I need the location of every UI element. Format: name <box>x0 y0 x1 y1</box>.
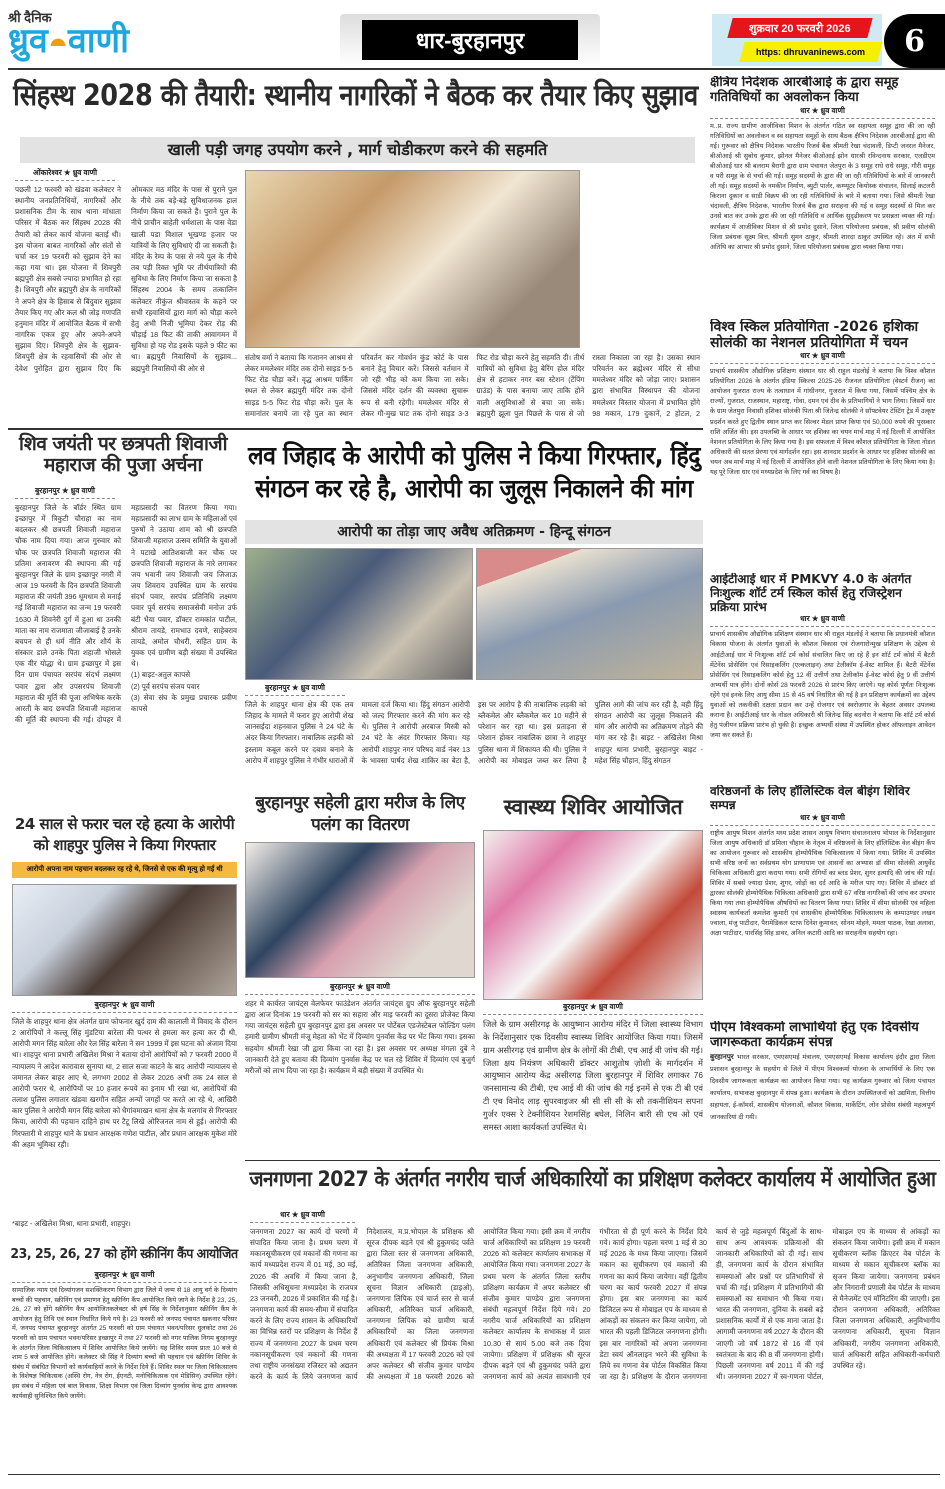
love-jihad-headline: लव जिहाद के आरोपी को पुलिस ने किया गिरफ्तार, हिंदु संगठन कर रहे है, आरोपी का जुलूस निकालने की मांग <box>247 441 700 503</box>
byline: धार ★ ध्रुव वाणी <box>710 813 935 826</box>
story-headline: वरिष्ठजनों के लिए हॉलिस्टिक वेल बीइंग शिविर सम्पन्न <box>710 785 910 812</box>
article-body: जिले के शाहपुर थाना क्षेत्र की एक लव जिहाद के मामले में फरार हुए आरोपी शेख जानसईदा शहनवाज पुलिस ने 24 घंटे के अंदर किया गिरफ्तार। नाबालिक लड़की को इस्लाम कबूल करने पर दबाव बनाने के आरोप में शाहपुर पुलिस ने गंभीर धाराओं में मामला दर्ज किया था। हिंदु संगठन आरोपी को जल्द गिरफ्तार करने की मांग कर रहे थे। पुलिस ने आरोपी अरबाज मिस्त्री को 24 घंटे के अंदर गिरफ्तार किया। यह आरोपी शाहपुर नगर परिषद वार्ड नंबर 13 के भावसा पार्षद शेख शाकिर का बेटा है, इस पर आरोप है की नाबालिक लड़की को ब्लैकमेल और ब्लैकमेल कर 10 महीने से परेशान कर रहा था। इस प्रताड़ना से परेशान होकर नाबालिक छात्रा ने शाहपुर पुलिस थाना में शिकायत की थी। पुलिस ने आरोपी का मोबाइल जब्त कर लिया है पुलिस आगे की जांच कर रही है, वही हिंदु संगठन आरोपी का जुलूस निकालने की मांग और आरोपी का अतिक्रमण तोड़ने की मांग कर रहे हैं। बाइट - अखिलेश मिश्रा शाहपुर थाना प्रभारी, बुरहानपुर बाइट - महेश सिंह चौहान, हिंदु संगठन <box>245 700 703 765</box>
census-article <box>250 1210 940 1470</box>
byline: बुरहानपुर ★ ध्रुव वाणी <box>15 486 115 499</box>
story-headline: आईटीआई धार में PMKVY 4.0 के अंतर्गत निःशुल्क शॉर्ट टर्म स्किल कोर्स हेतु रजिस्ट्रेशन प्रक्रिया प्रारंभ <box>710 573 912 614</box>
article-body: पछली 12 फरवरी को खंडवा कलेक्टर ने स्थानीय जनप्रतिनिधियों, नागरिकों और प्रशासनिक टीम के साथ थाना मांधाता परिसर में बैठक कर सिंहस्थ 2028 की तैयारी को लेकर कार्य योजना बताई थी। इस योजना बाबत नागरिकों और संतों से चर्चा कर 19 फरवरी को सुझाव देने का कहा गया था। इस योजना में शिवपुरी ब्रह्मपुरी क्षेत्र सबसे ज्यादा प्रभावित हो रहा है। शिवपुरी और ब्रह्मपुरी क्षेत्र के नागरिकों ने अपने क्षेत्र के हिसाब से बिंदुवार सुझाव तैयार किए गए और कल श्री जोड़ गणपति हनुमान मंदिर में आयोजित बैठक में सभी नागरिक एकत्र हुए और अपने-अपने सुझाव दिए। शिवपुरी क्षेत्र के सुझाव- शिवपुरी क्षेत्र के रहवासियों की ओर से देवेश पुरोहित द्वारा सुझाव दिए कि ओमकार मठ मंदिर के पास से पुराने पुल के नीचे तक बड़े-बड़े सुविधाजनक हाल निर्माण किया जा सकते हैं। पुराने पुल के नीचे प्राचीन बाहेती धर्मशाला के पास वेडा खाली पडा विशाल भूखण्ड हजार पर यात्रियों के लिए सुविधाएं दी जा सकती है। मंदिर के रेम्प के पास से नये पुल के नीचे तब पड़ी रिक्त भूमि पर तीर्थयात्रियों की सुविधा के लिए निर्माण किया जा सकता है सिंहस्थ 2004 के समय तत्कालिन कलेक्टर नीकुंज श्रीवास्तव के कहने पर सभी रहवासियों द्वारा मार्ग को चौड़ा करने हेतु अभी निजी भूमिया देकर रोड़ की चौड़ाई 18 फिट की ताकी आवागमन में सुविधा हो यह रोड इसके पहले 9 फीट का था। ब्रह्मपुरी निवासियों के सुझाव... ब्रह्मपुरी निवासियों की ओर से <box>15 185 237 373</box>
article-body: भारत सरकार, एमएसएमई मंत्रालय, एमएसएमई विकास कार्यालय इंदौर द्वारा जिला प्रशासन बुरहानपुर के सहयोग से जिले में पीएम विश्वकर्मा योजना के लाभार्थियों के लिए एक दिवसीय जागरूकता कार्यक्रम का आयोजन किया गया। यह कार्यक्रम गुरूवार को जिला पंचायत कार्यालय, सभाकक्ष बुरहानपुर में संपन्न हुआ। कार्यक्रम के दौरान उपस्थितजनों को उद्यमिता, वित्तीय सहायता, ई-कॉमर्स, शासकीय योजनाओं, कौशल विकास, मार्केटिंग, लोन प्रोसेस संबंधी महत्वपूर्ण जानकारियां दी गयी। <box>710 1053 935 1122</box>
article-body: जिले के ग्राम असीरगढ़ के आयुष्मान आरोग्य मंदिर में जिला स्वास्थ्य विभाग के निर्देशानुसार एक दिवसीय स्वास्थ्य शिविर आयोजित किया गया। जिसमें ग्राम असीरगढ़ एवं ग्रामीण क्षेत्र के लोगों की टीबी, एच आई वी जांच की गई। जिला क्षय नियंत्रण अधिकारी डॉक्टर आशुतोष ज़ोशी के मार्गदर्शन में आयुष्मान आरोग्य केंद्र असीरगढ़ जिला बुरहानपुर में शिविर लगाकर 76 जनसामान्य की टीबी, एच आई वी की जांच की गई इनमें से एक टी बी एवं टी एच विनोद लाड़ सुपरवाइजर श्री सी सी सी के सौ तकनीशियन सपना गुर्जर एक्स रे टेक्नीशियन रेशमसिंह बघेल, निलिन बारी सी एच ओ एवं समस्त आशा कार्यकर्ता उपस्थित थे। <box>483 1019 703 1132</box>
love-jihad-subhead: आरोपी का तोड़ा जाए अवैध अतिक्रमण - हिन्दू संगठन <box>245 520 703 544</box>
byline: धार ★ ध्रुव वाणी <box>250 1210 355 1223</box>
website-link[interactable]: https: dhruvaninews.com <box>756 47 866 57</box>
byline: बुरहानपुर ★ ध्रुव वाणी <box>245 982 475 995</box>
article-body: प्राचार्य शासकीय औद्योगिक प्रशिक्षण संस्थान धार श्री राहुल मंडलोई ने बताया कि प्रधानमंत्री कौशल विकास योजना के अंतर्गत युवाओं के कौशल विकास एवं रोजगारोन्मुख प्रशिक्षण के उद्देश्य से आईटीआई धार में निःशुल्क शॉर्ट टर्म कोर्स संचालित किए जा रहे हैं इन शॉर्ट टर्म कोर्स में बैटरी मेंटेनेंस प्रोसेसिंग एवं रिसाइकलिंग (एल्कलाइन) तथा टेलीकॉम ई-वेस्ट शामिल हैं। बैटरी मेंटेनेंस प्रोसेसिंग एवं रिसाइकलिंग कोर्स हेतु 12 वीं उत्तीर्ण तथा टेलीकॉम ई-वेस्ट कोर्स हेतु 9 वीं उत्तीर्ण अभ्यर्थी पात्र होंगे। दोनों कोर्स 28 फरवरी 2026 से प्रारंभ किए जाएंगे। यह कोर्स पूर्णतः निःशुल्क रहेंगे एवं इनके लिए आयु सीमा 15 से 45 वर्ष निर्धारित की गई है इन प्रशिक्षण कार्यक्रमों का उद्देश्य युवाओं को तकनीकी दक्षता प्रदान कर उन्हें रोजगार एवं स्वरोजगार के बेहतर अवसर उपलब्ध कराना है। आईटीआई धार के नोडल अधिकारी श्री जितेन्द्र सिंह बदनोरा ने बताया कि शॉर्ट टर्म कोर्स हेतु पंजीयन प्रक्रिया प्रारंभ हो चुकी है। इच्छुक अभ्यर्थी संस्था में उपस्थित होकर ऑफलाइन आवेदन जमा कर सकते हैं। <box>710 631 935 740</box>
byline: बुरहानपुर ★ ध्रुव वाणी <box>12 1000 237 1013</box>
byte-item: (2) पूर्व सरपंच संजय पवार <box>131 681 200 691</box>
love-jihad-photo-1 <box>245 548 473 680</box>
logo-right: वाणी <box>67 22 129 60</box>
lead-photo <box>245 170 580 348</box>
shivaji-article <box>15 486 237 804</box>
saheli-photo <box>245 842 475 978</box>
story-headline: पीएम विश्वकर्मा लाभार्थियों हेतु एक दिवसीय जागरूकता कार्यक्रम संपन्न <box>710 1021 919 1050</box>
byte-quote: *बाइट - अखिलेश मिश्रा, थाना प्रभारी, शाहपुर। <box>12 1219 131 1228</box>
sidebar-story-skill <box>710 319 935 573</box>
dateline: बुरहानपुर <box>710 1051 734 1061</box>
article-body: राष्ट्रीय आयुष मिशन अंतर्गत मध्य प्रदेश शासन आयुष विभाग संचालनालय भोपाल के निर्देशानुसार जिला आयुष अधिकारी डॉ प्रमिला चौहान के नेतृत्व में वरिष्ठजनों के लिए हॉलिस्टिक वेल बीइंग कैंप का आयोजन गुरूवार को शासकीय होम्योपैथिक चिकित्सालय में किया गया। शिविर में उपस्थित सभी वरिष्ठ जनों का सर्वप्रथम योग प्राणायाम एवं आसनों का अभ्यास डॉ सीमा सोलंकी आयुर्वेद चिकित्सा अधिकारी द्वारा कराया गया। सभी रोगियों का ब्लड प्रेशर, शुगर इत्यादि की जांच की गई। शिविर में सबसे ज्यादा प्रेशर, शुगर, जोड़ों का दर्द आदि के मरीज पाए गए। शिविर में डॉक्टर डॉ द्वारका सोलंकी होम्योपैथिक चिकित्सा अधिकारी द्वारा सभी 67 वरिष्ठ नागरिकों की जांच कर उपचार किया गया तथा होम्योपैथिक औषधियों का वितरण किया गया। शिविर में सीमा सोलंकी एवं महिला स्वास्थ्य कार्यकर्ता कमलेश कुमारी एवं शासकीय होम्योपैथिक चिकित्सालय के कम्पाउण्डर लखन ज्वाला, मंजु पाटीदार, पैरामेडिकल स्टाफ दिनेश कुमावत, सोनम मोहने, ममता पाठक, रेखा अलावा, अक्षा पाटीदार, पारसिंह सिंह डावर, अनिल कटारी आदि का सराहनीय सहयोग रहा। <box>710 829 935 938</box>
screening-headline: 23, 25, 26, 27 को होंगे स्क्रीनिंग कैंप आयोजित <box>10 1247 238 1262</box>
byline: ओंकारेश्वर ★ ध्रुव वाणी <box>15 168 115 181</box>
screening-article <box>12 1270 237 1470</box>
article-body: सामाजिक न्याय एवं दिव्यांगजन सशक्तिकरण विभाग द्वारा जिले में जन्म से 18 आयु वर्ग के दिव्यांग बच्चों की पहचान, स्क्रीनिंग एवं प्रमाणन हेतु स्क्रीनिंग कैंप आयोजित किये जाने के निर्देश है 23, 25, 26, 27 को होंगे स्क्रीनिंग कैंप आयोजितकलेक्टर श्री हर्ष सिंह के निर्देशानुसार स्क्रीनिंग कैंप के आयोजन हेतु तिथि एवं स्थान निर्धारित किये गये है। 23 फरवरी को जनपद पंचायत खकनार परिसर में, जनपद पंचायत बुरहानपुर अंतर्गत 25 फरवरी को ग्राम पंचायत भवन/परिसर धुलकोट तथा 26 फरवरी को ग्राम पंचायत भवन/परिसर इच्छापुर में तथा 27 फरवरी को नगर पालिक निगम बुरहानपुर के अंतर्गत जिला चिकित्सालय में शिविर आयोजित किये जायेंगे। यह शिविर समय प्रातः 10 बजे से शाम 5 बजे आयोजित होंगे। कलेक्टर श्री सिंह ने दिव्यांग बच्चों की पहचान एवं स्क्रीनिंग शिविर के संबंध में संबंधित विभागों को कार्यवाहियाँ करने के निर्देश दिये हैं। शिविर स्थल पर जिला चिकित्सालय के विशेषज्ञ चिकित्सक (अस्थि रोग, नेत्र रोग, ईएनटी, मनोचिकित्सक एवं मेडिसिन) उपस्थित रहेंगे। इस संबंध में महिला एवं बाल विकास, शिक्षा विभाग एवं जिला दिव्यांग पुनर्वास केन्द्र द्वारा आवश्यक कार्यवाही सुनिश्चित किये जायेंगे। <box>12 1287 237 1400</box>
edition-name: धार-बुरहानपुर <box>415 28 525 53</box>
byline: धार ★ ध्रुव वाणी <box>710 351 935 364</box>
edition-box <box>340 14 600 66</box>
census-headline: जनगणना 2027 के अंतर्गत नगरीय चार्ज अधिकारियों का प्रशिक्षण कलेक्टर कार्यालय में आयोजित हुआ <box>249 1167 936 1191</box>
logo-prefix: श्री दैनिक <box>8 10 52 25</box>
lead-article-cont: संतोष वर्मा ने बताया कि गजानन आश्रम से लेकर ममलेश्वर मंदिर तक दोनो साइड 5-5 फिट रोड चौड़ा करें। वृद्ध आश्रम पार्किंग स्थल से लेकर ब्रह्मपुरी मंदिर तक दोनो साइड 5-5 फिट रोड चौड़ा करें। पुल के समानांतर बनाये जा रहे पुल का स्थान परिवर्तन कर गोवर्धन कुंड कोर्ट के पास बनाने हेतु विचार करें। जिससे वर्तमान में जो रही भीड़ को कम किया जा सके। जिससे मंदिर दर्शन की व्यवस्था सुचारू रूप से बनी रहेगी। ममलेश्वर मंदिर से लेकर गौ-मुख घाट तक दोनो साइड 3-3 फिट रोड चौड़ा करने हेतु सहमति दी। तीर्थ यात्रियों को सुविधा हेतु बेरिंग होल मंदिर क्षेत्र से हटाकर नगर बस स्टेशन (टेंपिंग ग्राउंड) के पास बनाया जाए ताकि होने वाली असुविधाओं से बचा जा सके। ब्रह्मपुरी झूला पुल पिछले के पास से जो रास्ता निकाला जा रहा है। उसका स्थान परिवर्तन कर ब्रह्मेश्वर मंदिर से सीधा ममलेश्वर मंदिर को जोड़ा जाए। प्रशासन द्वारा संभावित विस्थापन की योजना ममलेश्वर विस्तार योजना में प्रभावित होंगे 98 मकान, 179 दुकानें, 2 होटल, 2 <box>245 353 700 418</box>
saheli-article <box>245 982 475 1152</box>
murder-headline: 24 साल से फरार चल रहे हत्या के आरोपी को शाहपुर पुलिस ने किया गिरफ्तार <box>14 815 235 854</box>
masthead <box>0 0 945 68</box>
sidebar <box>710 76 935 1146</box>
lead-subhead: खाली पड़ी जगह उपयोग करने , मार्ग चोडीकरण करने की सहमति <box>20 137 695 163</box>
masthead-rule <box>8 68 945 70</box>
website-banner <box>739 42 882 62</box>
byline: धार ★ ध्रुव वाणी <box>710 614 935 627</box>
health-camp-photo <box>483 830 703 1000</box>
article-body: जिले के शाहपुर थाना क्षेत्र अंतर्गत ग्राम फोफनार खुर्द दाम की कालाली में विवाद के दौरान 2 आरोपियों ने कल्लू सिंह मुंडटिया बारेला की पत्थर से हमला कर हत्या कर दी थी, आरोपी मगन सिंह बारेला और रेल सिंह बारेला ने सन 1999 में इस घटना को अंजाम दिया था। शाहपुर थाना प्रभारी अखिलेश मिश्रा ने बताया दोनों आरोपियों को 7 फरवरी 2000 में न्यायालय ने आदेश कारावास सुनाया था, 2 साल सजा काटने के बाद आरोपी न्यायालय से जमानत लेकर बाहर आए थे, लगभग 2002 से लेकर 2026 अभी तक 24 साल से आरोपी फरार थे, आरोपियों पर 10 हजार रूपये का इनाम भी रखा था, आरोपियों की तलाश पुलिस लगातार खंडवा खरगौन सहित अन्यों जगहों पर करते आ रहे थे, आखिरी कार पुलिस ने आरोपी मगन सिंह बारेला को धैगांवमाखन थाना क्षेत्र के मलगांव से गिरफ्तार किया, आरोपी की पहचान दाहिने हाथ पर टैटू लिखे ओरिजनल नाम से हुई। आरोपी की गिरफ्तारी मे शाहपुर थाने के प्रधान आरक्षक गणेश पाटील, और प्रधान आरक्षक मुकेश मोरे की अहम भूमिका रही। <box>12 1017 237 1149</box>
byline: बुरहानपुर ★ ध्रुव वाणी <box>483 1002 703 1015</box>
love-jihad-article <box>245 683 703 787</box>
murder-article <box>12 1000 237 1238</box>
murder-strap: आरोपी अपना नाम पहचान बदलकर रह रहे थे, जिनसे से एक की मृत्यु हो गई थी <box>12 862 237 878</box>
article-body: बुरहानपुर जिले के बॉर्डर स्थित ग्राम इच्छापुर में त्रिकुटी चौराहा का नाम बदलकर श्री छत्रपती शिवाजी महाराज चौक नाम दिया गया। आज गुरुवार को चौक पर छत्रपति शिवाजी महाराज की प्रतिमा अनावरण की स्थापना की गई बुरहानपुर जिले के ग्राम इच्छापुर नगरी में आज 19 फरवरी के दिन छत्रपति शिवाजी महाराज की जयंती 396 धूमधाम से मनाई गई शिवाजी महाराज का जन्म 19 फरवरी 1630 में शिवनेरी दुर्ग में हुआ था उनकी माता का नाम राजमाता जीजाबाई है उनके बचपन से ही धर्म नीति और शौर्य के संस्कार डाले उनके पिता शहाजी भोसले एक वीर योद्धा थे। ग्राम इच्छापुर में इस दिन ग्राम पंचायत सरपंच संदर्भ लक्ष्मण पवार द्वारा और उपसरपंच शिवाजी महाराज की मूर्ति की पूजा अभिषेक करके आरती के बाद छत्रपति शिवाजी महाराज की मूर्ति की स्थापना की गई। दोपहर में महाप्रसादी का वितरण किया गया। महाप्रसादी का लाभ ग्राम के महिलाओं एवं पुरुषों ने उठाया शाम को श्री छत्रपति शिवाजी महाराज उत्सव समिति के युवाओं ने पटाखे आतिशबाजी कर चौक पर छत्रपति शिवाजी महाराज के नारे लगाकर जय भवानी जय शिवाजी जय जिजाऊ जय शिवराय उपस्थित ग्राम के सरपंच संदर्भ पवार, सरपंच प्रतिनिधि लक्ष्मण पवार पूर्व सरपंच समाजसेवी मनोज उर्फ बंटी भैया पवार, डॉक्टर रामकांत पाटील, श्रीराम तायडे, रामभाउ दवणे, साहेबराव तायडे, अमोल चौधरी, सहित ग्राम के युवक एवं ग्रामीण बड़ी संख्या में उपस्थित थे। <box>15 503 237 724</box>
lead-headline: सिंहस्थ 2028 की तैयारी: स्थानीय नागरिकों ने बैठक कर तैयार किए सुझाव <box>13 78 698 112</box>
murder-photo <box>12 884 237 996</box>
byline: बुरहानपुर ★ ध्रुव वाणी <box>245 683 345 696</box>
story-headline: क्षैत्रिय निदेशक आरबीआई के द्वारा समूह गतिविधियों का अवलोकन किया <box>710 76 899 105</box>
byline: बुरहानपुर ★ ध्रुव वाणी <box>12 1270 237 1283</box>
article-body: शहर मे कार्यरत जायंट्स वेलफेयर फाउंडेशन अंतर्गत जायंट्स ग्रुप ऑफ बुरहानपुर सहेली द्वारा आज दिनांक 19 फरवरी को सर का सहारा और माइ फरवरी का दूसरा प्रोजेक्ट किया गया जायंट्स सहेली ग्रुप बुरहानपुर द्वारा इस अवसर पर पोर्टेबल एडजेस्टेबल फोल्डिंग पलंग हमारी ग्रामीण श्रीमती मंजू मेहता को भेंट में दिव्यांग पुनर्वास केंद्र पर भेंट किया गया। इसका सहयोग श्रीमती रेखा जी द्वारा किया जा रहा है। इस अवसर पर अध्यक्ष मंगला दुबे ने जानकारी देते हुए बताया की दिव्यांग पुनर्वास केंद्र पर चल रहे शिविर में दिव्यांग एवं बुजुर्ग मरीजों को लाभ दिया जा रहा है। कार्यक्रम में बड़ी संख्या में उपस्थित थे। <box>245 999 475 1075</box>
story-headline: विश्व स्किल प्रतियोगिता -2026 हशिका सोलंकी का नेशनल प्रतियोगिता में चयन <box>710 319 919 352</box>
article-body: जनगणना 2027 का कार्य दो चरणों में संपादित किया जाना है। प्रथम चरण में मकानसूचीकरण एवं मकानों की गणना का कार्य मध्यप्रदेश राज्य में 01 मई, 30 मई, 2026 की अवधि में किया जाना है, जिसकी अधिसूचना मध्यप्रदेश के राजपत्र 23 जनवरी, 2026 में प्रकाशित की गई है। जनगणना कार्य की समय-सीमा में संपादित करने के लिए राज्य शासन के अधिकारियों का विभिन्न स्तरों पर प्रशिक्षण के निर्देश हैं राज्य में जनगणना 2027 के प्रथम चरण नकानसूचीकरण एवं मकानों की गणना तथा राष्ट्रीय जनसंख्या रजिस्टर को अद्यतन करने के कार्य के लिये जनगणना कार्य निदेशालय, म.प्र.भोपाल के प्रशिक्षक श्री सूरज दीपक बड़ने एवं श्री हुकुमचंद पर्वते द्वारा जिला स्तर से जनगणना अधिकारी, अतिरिक्त जिला जनगणना अधिकारी, अनुभागीय जनगणना अधिकारी, जिला सूचना विज्ञान अधिकारी (डाइओ), जनगणना लिपिक एवं चार्ज स्तर से चार्ज अधिकारी, अतिरिक्त चार्ज अधिकारी, जनगणना लिपिक को ग्रामीण चार्ज अधिकारियों का जिला जनगणना अधिकारी एवं कलेक्टर श्री प्रियंक मिश्रा की अध्यक्षता में 17 फरवरी 2026 को एवं अपर कलेक्टर श्री संजीव कुमार पाण्डेय की अध्यक्षता में 18 फरवरी 2026 को आयोजित किया गया। इसी क्रम में नगरीय चार्ज अधिकारियों का प्रशिक्षण 19 फरवरी 2026 को कलेक्टर कार्यालय सभाकक्ष में आयोजित किया गया। जनगणना 2027 के प्रथम चरण के अंतर्गत जिला स्तरीय प्रशिक्षण कार्यक्रम में अपर कलेक्टर श्री संजीव कुमार पाण्डेय द्वारा जनगणना संबंधी महत्वपूर्ण निर्देश दिये गये। 20 नगरीय चार्ज अधिकारियों का प्रशिक्षण कलेक्टर कार्यालय के सभाकक्ष में प्रातः 10.30 से सायं 5.00 बजे तक दिया जायेगा। प्रशिक्षण में प्रशिक्षक श्री सूरज दीपक बड़ने एवं श्री हुकुमचंद पर्वते द्वारा जनगणना कार्य को अत्यंत सावधानी एवं गंभीरता से ही पूर्ण करने के निर्देश दिये गये। कार्य होगा। पहला चरण 1 मई से 30 मई 2026 के मध्य किया जाएगा। जिसमें मकान का सूचीकरण एवं मकानों की गणना का कार्य किया जायेगा। वहीं द्वितीय चरण का कार्य फरवरी 2027 में संपन्न होगा। इस बार जनगणना का कार्य डिजिटल रूप से मोबाइल एप के माध्यम से आंकड़ों का संकलन कर किया जायेगा, जो भारत की पहली डिजिटल जनगणना होगी। इस बार नागरिकों को अपना जनगणना डेटा स्वयं ऑनलाइन भरने की सुविधा के लिये स्व गणना वेब पोर्टल विकसित किया जा रहा है। प्रशिक्षण के दौरान जनगणना कार्य से जुड़े महत्वपूर्ण बिंदुओं के साथ-साथ अन्य आवश्यक प्रक्रियाओं की जानकारी अधिकारियों को दी गई। साथ ही, जनगणना कार्य के दौरान संभावित समस्याओं और प्रश्नों पर प्रतिभागियों से चर्चा की गई। प्रशिक्षण में प्रतिभागियों की समस्याओं का समाधान भी किया गया। भारत की जनगणना, दुनिया के सबसे बड़े प्रशासनिक कार्यों में से एक माना जाता है। आगामी जनगणना वर्ष 2027 के दौरान की जाएगी जो वर्ष 1872 से 16 वीं एवं स्वतंत्रता के बाद की 8 वीं जनगणना होगी। पिछली जनगणना वर्ष 2011 में की गई थी। जनगणना 2027 में स्व-गणना पोर्टल, मोबाइल एप के माध्यम से आंकड़ों का संकलन किया जायेगा। इसी क्रम में मकान सूचीकरण ब्लॉक क्रिएटर वेब पोर्टल के माध्यम से मकान सूचीकरण ब्लॉक का सृजन किया जायेगा। जनगणना प्रबंधन और निगरानी प्रणाली वेब पोर्टल के माध्यम से मैनेजमेंट एवं मॉनिटरिंग की जाएगी। इस दौरान जनगणना अधिकारी, अतिरिक्त जिला जनगणना अधिकारी, अनुविभागीय जनगणना अधिकारी, सूचना विज्ञान अधिकारी, नगरीय जनगणना अधिकारी, चार्ज अधिकारी सहित अधिकारी-कर्मचारी उपस्थित रहे। <box>250 1227 940 1382</box>
article-body: म..प्र. राज्य ग्रामीण आजीविका मिशन के अंतर्गत गठित स्व सहायता समूह द्वारा की जा रही गतिविधियों का अवलोकन व स्व सहायता समूहों के साथ बैठक क्षैत्रिय निदेशक आरबीआई द्वारा की गई। गुरूवार को क्षैत्रिय निदेशक भारतीय रिजर्व बैंक श्रीमती रेखा चंदावली, डिप्टी जनरल मैनेजर, बीओआई श्री सुबोध कुमार, झोनल मैनेजर बीओआई झोन धारश्री रविन्दनाथ सरकार, एलडीएम बीओआई धार श्री बलराम बैरागी द्वारा ग्राम पंचायत जेतपुरा के 3 समूह राधे राधे समूह, गौरी समूह व परी समूह के से चर्चा की गई। समूह सदस्यों के द्वारा की जा रही गतिविधियों के बारे में जानकारी ली गई। समूह सदस्यों के नमकीन निर्माण, ब्युटी पार्लर, कम्प्यूटर कियोस्क संचालन, सिलाई कटलरी किराना दुकान व साडी विक्रय की जा रही गतिविधियों के बारे में बताया गया। जिसे श्रीमती रेखा चंदावली, क्षैत्रिय निदेशक, भारतीय रिजर्व बैंक द्वारा सराहना की गई व समूह सदस्यों से मिल कर उनसे बात कर उनके द्वारा की जा रही गतिविधि व आर्थिक सुदृढीकरण पर प्रसन्नता व्यक्त की गई। कार्यक्रम में आजीविका मिशन से श्री प्रमोद दुसाने, जिला परियोजना प्रबंधक, श्री प्रवीण सोलंकी जिला प्रबंधक सूक्ष्म वित्त, श्रीमती सुमन ठाकुर, श्रीमती शारदा ठाकुर उपस्थित रहे। अंत में सभी अतिथि का आभार श्री प्रमोद दुसाने, जिला परियोजना प्रबंधक द्वारा व्यक्त किया गया। <box>710 122 935 251</box>
date: शुक्रवार 20 फरवरी 2026 <box>749 22 851 35</box>
logo[interactable] <box>8 8 188 66</box>
sun-icon <box>50 36 66 46</box>
love-jihad-photo-2 <box>476 548 703 680</box>
logo-left: ध्रुव <box>8 22 48 60</box>
sidebar-story-wellbeing <box>710 785 935 1021</box>
article-body: प्राचार्य शासकीय औद्योगिक प्रशिक्षण संस्थान धार श्री राहुल मंडलोई ने बताया कि विश्व कौशल प्रतियोगिता 2026 के अंतर्गत इंडिया स्किल्स 2025-26 रीजनल प्रतियोगिता (वेस्टर्न रीजन) का आयोजन गुजरात राज्य के तत्वाधान में गांधीनगर, गुजरात में किया गया, जिसमें पश्चिम क्षेत्र के राज्यों, गुजरात, राजस्थान, महाराष्ट्र, गोवा, दमन एवं दीव के प्रतिभागियों ने भाग लिया। जिसमें धार के ग्राम जेतपुरा निवासी हशिका सोलंकी पिता श्री जितेन्द्र सोलंकी ने सॉफ्टवेयर टेस्टिंग ट्रेड में उत्कृष्ट प्रदर्शन करते हुए द्वितीय स्थान प्राप्त कर सिल्वर मेडल प्राप्त किया एवं 50,000 रुपये की पुरस्कार राशि अर्जित की। इस उपलब्धि के आधार पर हशिका का चयन मार्च माह में नई दिल्ली में आयोजित नेशनल प्रतियोगिता के लिए किया गया है। इस सफलता में विश्व कौशल प्रतियोगिता के जिला नोडल अधिकारी की सतत प्रेरणा एवं मार्गदर्शन रहा। इस शानदार प्रदर्शन के आधार पर हशिका सोलंकी का चयन अब मार्च माह में नई दिल्ली में आयोजित होने वाली नेशनल प्रतियोगिता के लिए किया गया है। यह पूरे जिला धार एवं मध्यप्रदेश के लिए गर्व का विषय है। <box>710 368 935 476</box>
health-camp-headline: स्वास्थ्य शिविर आयोजित <box>503 795 683 819</box>
health-camp-article <box>483 1002 703 1152</box>
byte-item: (1) बाइट-अतुल कापसे <box>131 670 191 680</box>
shivaji-headline: शिव जयंती पर छत्रपती शिवाजी महाराज की पुजा अर्चना <box>19 433 227 476</box>
page-number: 6 <box>884 14 945 68</box>
sidebar-story-rbi <box>710 76 935 319</box>
byte-item: (3) सेवा संघ के प्रमुख प्रचारक प्रवीण कापसे <box>131 692 237 713</box>
date-banner <box>727 18 872 38</box>
byline: धार ★ ध्रुव वाणी <box>710 106 935 119</box>
lead-article <box>15 168 237 426</box>
saheli-headline: बुरहानपुर सहेली द्वारा मरीज के लिए पलंग का वितरण <box>255 793 465 836</box>
sidebar-story-iti <box>710 573 935 785</box>
sidebar-story-vishwakarma <box>710 1021 935 1146</box>
